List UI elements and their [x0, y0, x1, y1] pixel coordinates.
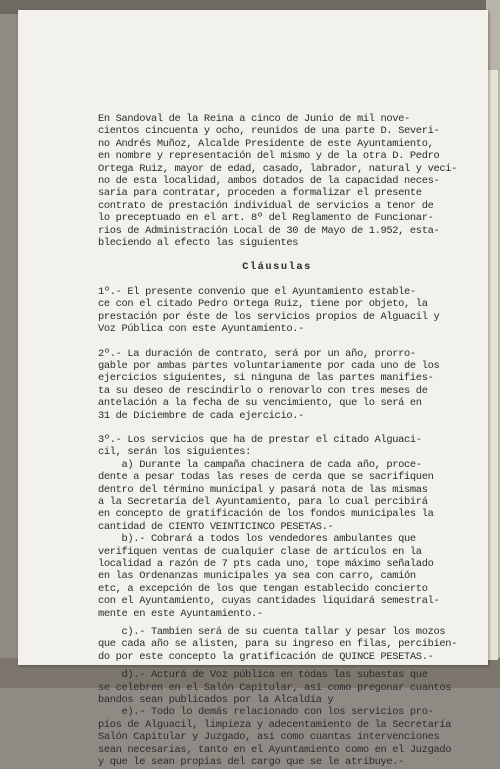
text-line: en concepto de gratificación de los fondos municipales la — [98, 508, 434, 521]
text-line: b).- Cobrará a todos los vendedores ambulantes que — [98, 533, 416, 546]
text-line: gable por ambas partes voluntariamente por cada uno de los — [98, 359, 440, 372]
text-line: saria para contratar, proceden a formalizar el presente — [98, 187, 422, 200]
text-line: 2º.- La duración de contrato, será por un año, prorro- — [98, 347, 416, 360]
clause-1 — [98, 286, 466, 336]
text-line: dente a pesar todas las reses de cerda que se sacrifiquen — [98, 471, 434, 484]
spacer — [98, 274, 466, 286]
text-line: Voz Pública con este Ayuntamiento.- — [98, 323, 304, 336]
text-line: ta su deseo de rescindirlo o renovarlo con tres meses de — [98, 384, 428, 397]
clause-3 — [98, 434, 466, 769]
clause-2 — [98, 348, 466, 422]
text-line: c).- Tambien será de su cuenta tallar y pesar los mozos — [98, 626, 446, 639]
clauses-heading: Cláusulas — [242, 261, 312, 274]
text-line: no Andrés Muñoz, Alcalde Presidente de este Ayuntamiento, — [98, 137, 434, 150]
text-line: cientos cincuenta y ocho, reunidos de una parte D. Severi- — [98, 125, 440, 138]
text-line: que cada año se alisten, para su ingreso en filas, percibien- — [98, 638, 458, 651]
text-line: 3º.- Los servicios que ha de prestar el citado Alguaci- — [98, 433, 422, 446]
text-line: mente en este Ayuntamiento.- — [98, 607, 263, 620]
text-line: sean necesarias, tanto en el Ayuntamiento como en el Juzgado — [98, 743, 452, 756]
text-line: dentro del término municipal y pasará nota de las mismas — [98, 483, 428, 496]
text-line: a) Durante la campaña chacinera de cada año, proce- — [98, 458, 422, 471]
text-line: rios de Administración Local de 30 de Mayo de 1.952, esta- — [98, 224, 440, 237]
text-line: cil, serán los siguientes: — [98, 446, 252, 459]
text-line: 1º.- El presente convenio que el Ayuntamiento estable- — [98, 285, 416, 298]
spacer — [98, 336, 466, 348]
text-line: con el Ayuntamiento, cuyas cantidades liquidará semestral- — [98, 595, 440, 608]
text-line: a la Secretaría del Ayuntamiento, para lo cual percibirá — [98, 495, 428, 508]
text-line: bandos sean publicados por la Alcaldía y — [98, 694, 334, 707]
text-line: prestación por éste de los servicios propios de Alguacil y — [98, 310, 440, 323]
text-line: en las Ordenanzas municipales ya sea con carro, camión — [98, 570, 416, 583]
text-line: lo preceptuado en el art. 8º del Reglamento de Funcionar- — [98, 212, 434, 225]
text-line: localidad a razón de 7 pts cada uno, tope máximo señalado — [98, 558, 434, 570]
text-line: Salón Capitular y Juzgado, así como cuantas intervenciones — [98, 731, 440, 744]
spacer — [98, 422, 466, 434]
text-line: bleciendo al efecto las siguientes — [98, 237, 299, 250]
intro-paragraph — [98, 113, 466, 249]
text-line: verifiquen ventas de cualquier clase de artículos en la — [98, 545, 422, 558]
spacer — [98, 249, 466, 261]
text-line: antelación a la fecha de su vencimiento, que lo será en — [98, 397, 422, 410]
text-line: En Sandoval de la Reina a cinco de Junio de mil nove- — [98, 113, 410, 125]
text-line: Ortega Ruiz, mayor de edad, casado, labrador, natural y veci- — [98, 162, 458, 175]
text-line: no de esta localidad, ambos dotados de la capacidad neces- — [98, 175, 440, 188]
text-line: 31 de Diciembre de cada ejercicio.- — [98, 409, 304, 422]
text-line: d).- Acturá de Voz pública en todas las subastas que — [98, 669, 428, 682]
text-line: y que le sean propias del cargo que se le atribuye.- — [98, 756, 405, 769]
text-line: en nombre y representación del mismo y de la otra D. Pedro — [98, 150, 440, 163]
text-line: etc, a excepción de los que tengan establecido concierto — [98, 582, 428, 595]
text-line: cantidad de CIENTO VEINTICINCO PESETAS.- — [98, 520, 334, 533]
text-line: pios de Alguacil, limpieza y adecentamiento de la Secretaría — [98, 718, 452, 731]
text-line: ejercicios siguientes, si ninguna de las partes manifies- — [98, 372, 434, 385]
text-line: ce con el citado Pedro Ortega Ruiz, tiene por objeto, la — [98, 298, 428, 311]
text-line: contrato de prestación individual de servicios a tenor de — [98, 199, 434, 212]
text-line: e).- Todo lo demás relacionado con los servicios pro- — [98, 706, 434, 719]
text-line: se celebren en el Salón Capitular, así como pregonar cuantos — [98, 681, 452, 694]
text-line: do por este concepto la gratificación de QUINCE PESETAS.- — [98, 650, 434, 663]
document-text — [98, 113, 466, 769]
